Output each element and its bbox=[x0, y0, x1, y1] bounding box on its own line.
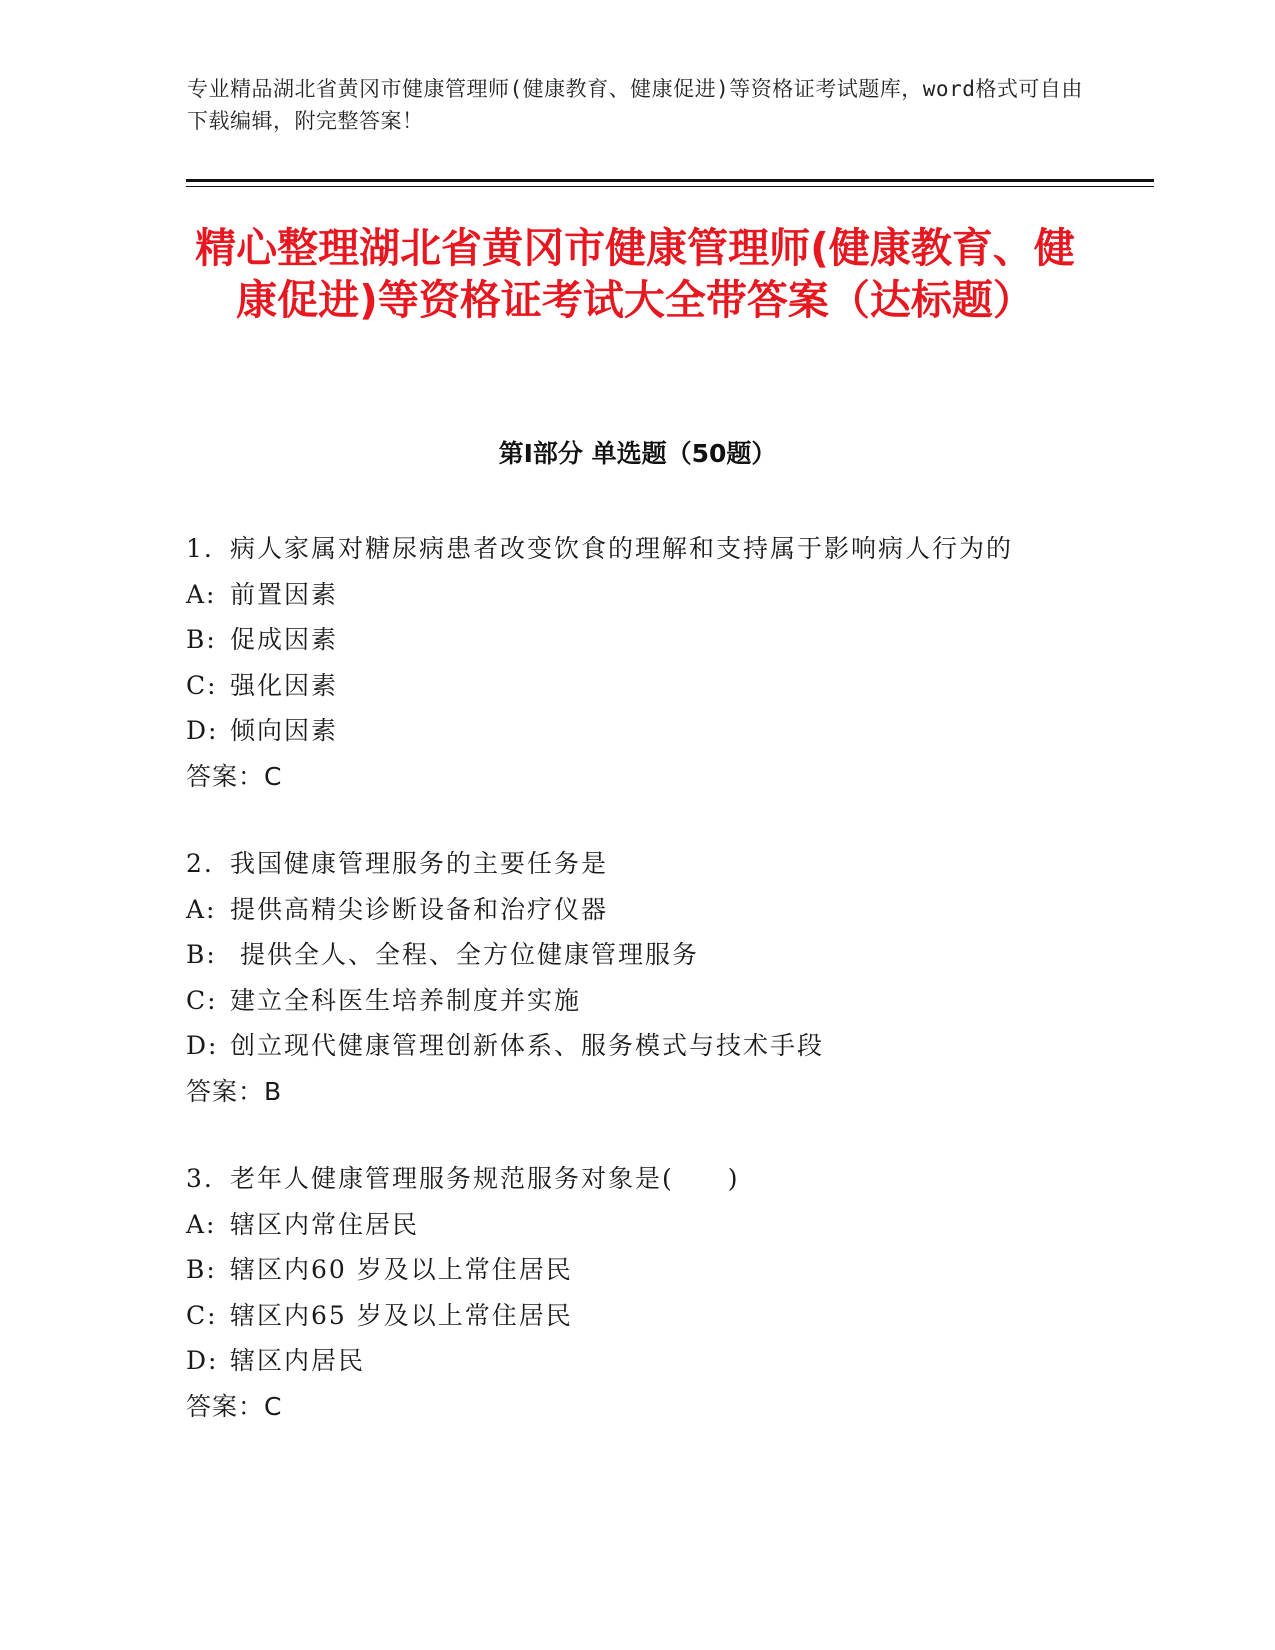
question-number: 2. bbox=[186, 849, 214, 878]
option-text: 辖区内65 岁及以上常住居民 bbox=[230, 1300, 573, 1330]
option-text: 辖区内常住居民 bbox=[230, 1209, 420, 1239]
option-d bbox=[186, 1338, 1146, 1384]
option-key: A: bbox=[186, 1209, 217, 1239]
header-rule-thick bbox=[186, 179, 1154, 182]
question-number: 1. bbox=[186, 534, 214, 563]
question-list bbox=[186, 526, 1146, 1471]
document-title: 精心整理湖北省黄冈市健康管理师(健康教育、健康促进)等资格证考试大全带答案（达标题） bbox=[195, 224, 1075, 324]
option-d bbox=[186, 708, 1146, 754]
option-text: 建立全科医生培养制度并实施 bbox=[230, 985, 582, 1015]
option-key: D: bbox=[186, 1346, 219, 1375]
option-key: B: bbox=[186, 940, 217, 969]
option-a bbox=[186, 887, 1146, 933]
option-key: B: bbox=[186, 625, 217, 654]
option-b bbox=[186, 932, 1146, 978]
option-key: C: bbox=[186, 1300, 218, 1330]
question-2 bbox=[186, 841, 1146, 1114]
option-text: 倾向因素 bbox=[230, 716, 339, 745]
question-stem bbox=[186, 526, 1146, 572]
option-a bbox=[186, 1202, 1146, 1248]
option-text: 强化因素 bbox=[230, 670, 339, 700]
option-text: 提供全人、全程、全方位健康管理服务 bbox=[230, 940, 699, 969]
answer: 答案：C bbox=[186, 761, 283, 791]
option-key: D: bbox=[186, 1031, 219, 1060]
option-text: 辖区内60 岁及以上常住居民 bbox=[230, 1255, 573, 1284]
option-text: 创立现代健康管理创新体系、服务模式与技术手段 bbox=[230, 1031, 825, 1060]
option-a bbox=[186, 572, 1146, 618]
header-rule-thin bbox=[186, 186, 1154, 187]
question-stem bbox=[186, 1156, 1146, 1202]
question-number: 3. bbox=[186, 1164, 214, 1193]
option-text: 前置因素 bbox=[230, 579, 339, 609]
option-key: C: bbox=[186, 985, 218, 1015]
option-c bbox=[186, 663, 1146, 709]
option-c bbox=[186, 1293, 1146, 1339]
option-c bbox=[186, 978, 1146, 1024]
option-b bbox=[186, 617, 1146, 663]
section-title: 第Ⅰ部分 单选题（50题） bbox=[498, 439, 777, 468]
answer: 答案：C bbox=[186, 1391, 283, 1421]
question-text: 老年人健康管理服务规范服务对象是( ) bbox=[230, 1164, 740, 1193]
option-key: D: bbox=[186, 716, 219, 745]
answer: 答案：B bbox=[186, 1076, 283, 1106]
option-text: 辖区内居民 bbox=[230, 1346, 366, 1375]
question-text: 病人家属对糖尿病患者改变饮食的理解和支持属于影响病人行为的 bbox=[230, 534, 1014, 563]
option-d bbox=[186, 1023, 1146, 1069]
question-text: 我国健康管理服务的主要任务是 bbox=[230, 849, 609, 878]
question-1 bbox=[186, 526, 1146, 799]
question-stem bbox=[186, 841, 1146, 887]
header-note: 专业精品湖北省黄冈市健康管理师(健康教育、健康促进)等资格证考试题库，word格式可自由下载编辑，附完整答案！ bbox=[187, 77, 1083, 133]
option-key: A: bbox=[186, 894, 217, 924]
option-text: 提供高精尖诊断设备和治疗仪器 bbox=[230, 894, 609, 924]
option-key: A: bbox=[186, 579, 217, 609]
option-key: C: bbox=[186, 670, 218, 700]
question-3 bbox=[186, 1156, 1146, 1429]
option-text: 促成因素 bbox=[230, 625, 339, 654]
option-key: B: bbox=[186, 1255, 217, 1284]
option-b bbox=[186, 1247, 1146, 1293]
